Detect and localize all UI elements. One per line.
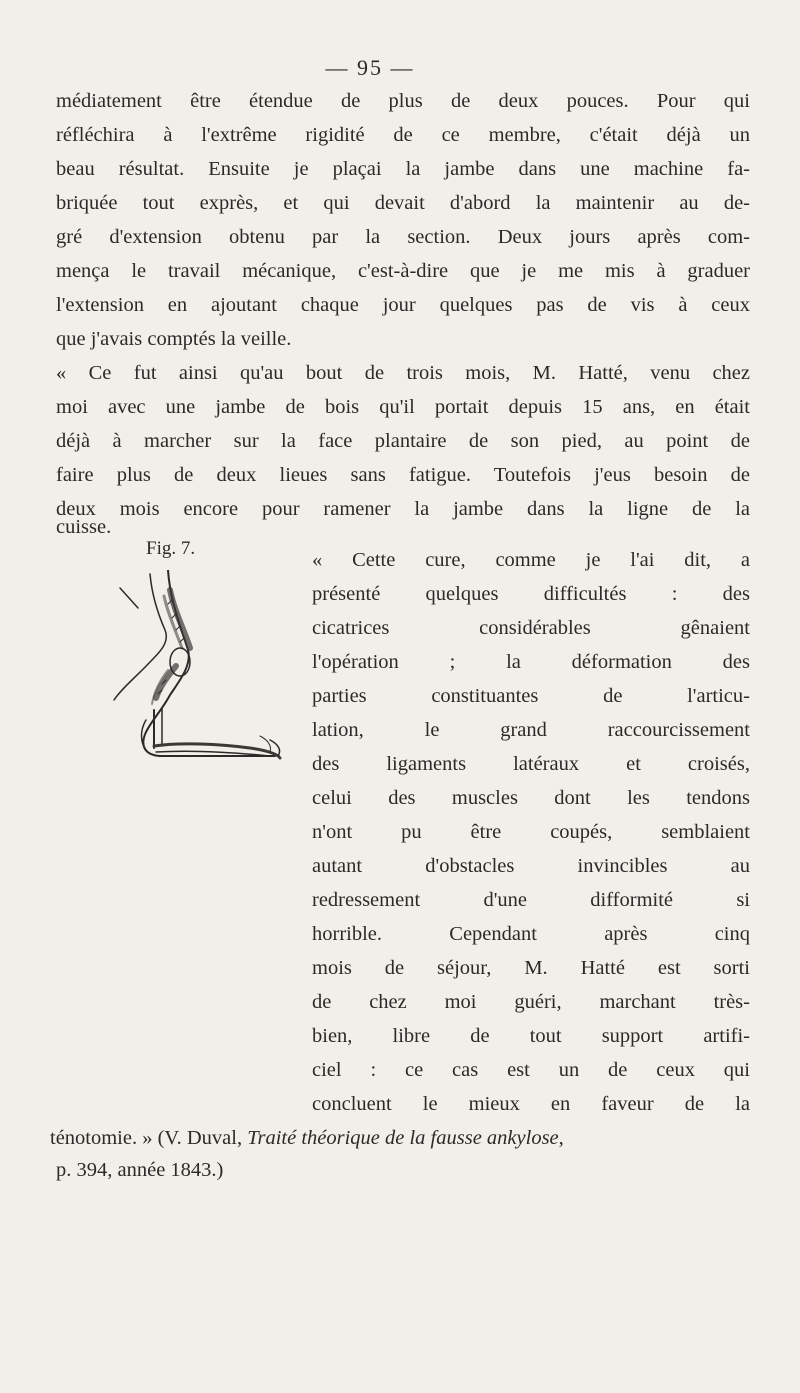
paragraph-1-line-8: que j'avais comptés la veille. <box>56 328 292 350</box>
paragraph-3-line-10: autant d'obstacles invincibles au <box>312 855 750 877</box>
leg-figure-illustration <box>110 570 300 760</box>
paragraph-1-line-5: gré d'extension obtenu par la section. Deux jours après com- <box>56 226 750 248</box>
citation-comma: , <box>558 1127 564 1149</box>
paragraph-3-last-line: p. 394, année 1843.) <box>56 1159 224 1181</box>
paragraph-3-line-17: concluent le mieux en faveur de la <box>312 1093 750 1115</box>
paragraph-1-line-4: briquée tout exprès, et qui devait d'abord la maintenir au de- <box>56 192 750 214</box>
paragraph-2-line-6: cuisse. <box>56 516 112 538</box>
paragraph-3-line-3: cicatrices considérables gênaient <box>312 617 750 639</box>
paragraph-3-line-12: horrible. Cependant après cinq <box>312 923 750 945</box>
paragraph-1-line-3: beau résultat. Ensuite je plaçai la jambe dans une machine fa- <box>56 158 750 180</box>
paragraph-3-line-14: de chez moi guéri, marchant très- <box>312 991 750 1013</box>
paragraph-2-line-4: faire plus de deux lieues sans fatigue. Toutefois j'eus besoin de <box>56 464 750 486</box>
paragraph-2-line-3: déjà à marcher sur la face plantaire de son pied, au point de <box>56 430 750 452</box>
paragraph-1-line-7: l'extension en ajoutant chaque jour quelques pas de vis à ceux <box>56 294 750 316</box>
paragraph-2-line-1: « Ce fut ainsi qu'au bout de trois mois, M. Hatté, venu chez <box>56 362 750 384</box>
paragraph-3-line-1: « Cette cure, comme je l'ai dit, a <box>312 549 750 571</box>
citation-intro: ténotomie. » (V. Duval, <box>50 1127 248 1149</box>
paragraph-3-line-8: celui des muscles dont les tendons <box>312 787 750 809</box>
paragraph-3-line-15: bien, libre de tout support artifi- <box>312 1025 750 1047</box>
paragraph-3-tail-line <box>50 1128 564 1149</box>
citation-title: Traité théorique de la fausse ankylose <box>247 1127 559 1149</box>
paragraph-3-line-13: mois de séjour, M. Hatté est sorti <box>312 957 750 979</box>
paragraph-3-line-2: présenté quelques difficultés : des <box>312 583 750 605</box>
paragraph-3-line-5: parties constituantes de l'articu- <box>312 685 750 707</box>
paragraph-3-line-4: l'opération ; la déformation des <box>312 651 750 673</box>
paragraph-3-line-11: redressement d'une difformité si <box>312 889 750 911</box>
paragraph-3-line-9: n'ont pu être coupés, semblaient <box>312 821 750 843</box>
paragraph-1-line-2: réfléchira à l'extrême rigidité de ce membre, c'était déjà un <box>56 124 750 146</box>
paragraph-2-line-5: deux mois encore pour ramener la jambe dans la ligne de la <box>56 498 750 520</box>
paragraph-3-line-6: lation, le grand raccourcissement <box>312 719 750 741</box>
paragraph-1-line-1: médiatement être étendue de plus de deux pouces. Pour qui <box>56 90 750 112</box>
page-number: — 95 — <box>325 55 415 80</box>
paragraph-1-line-6: mença le travail mécanique, c'est-à-dire que je me mis à graduer <box>56 260 750 282</box>
paragraph-3-line-16: ciel : ce cas est un de ceux qui <box>312 1059 750 1081</box>
figure-label: Fig. 7. <box>146 538 196 559</box>
paragraph-3-line-7: des ligaments latéraux et croisés, <box>312 753 750 775</box>
paragraph-2-line-2: moi avec une jambe de bois qu'il portait depuis 15 ans, en était <box>56 396 750 418</box>
